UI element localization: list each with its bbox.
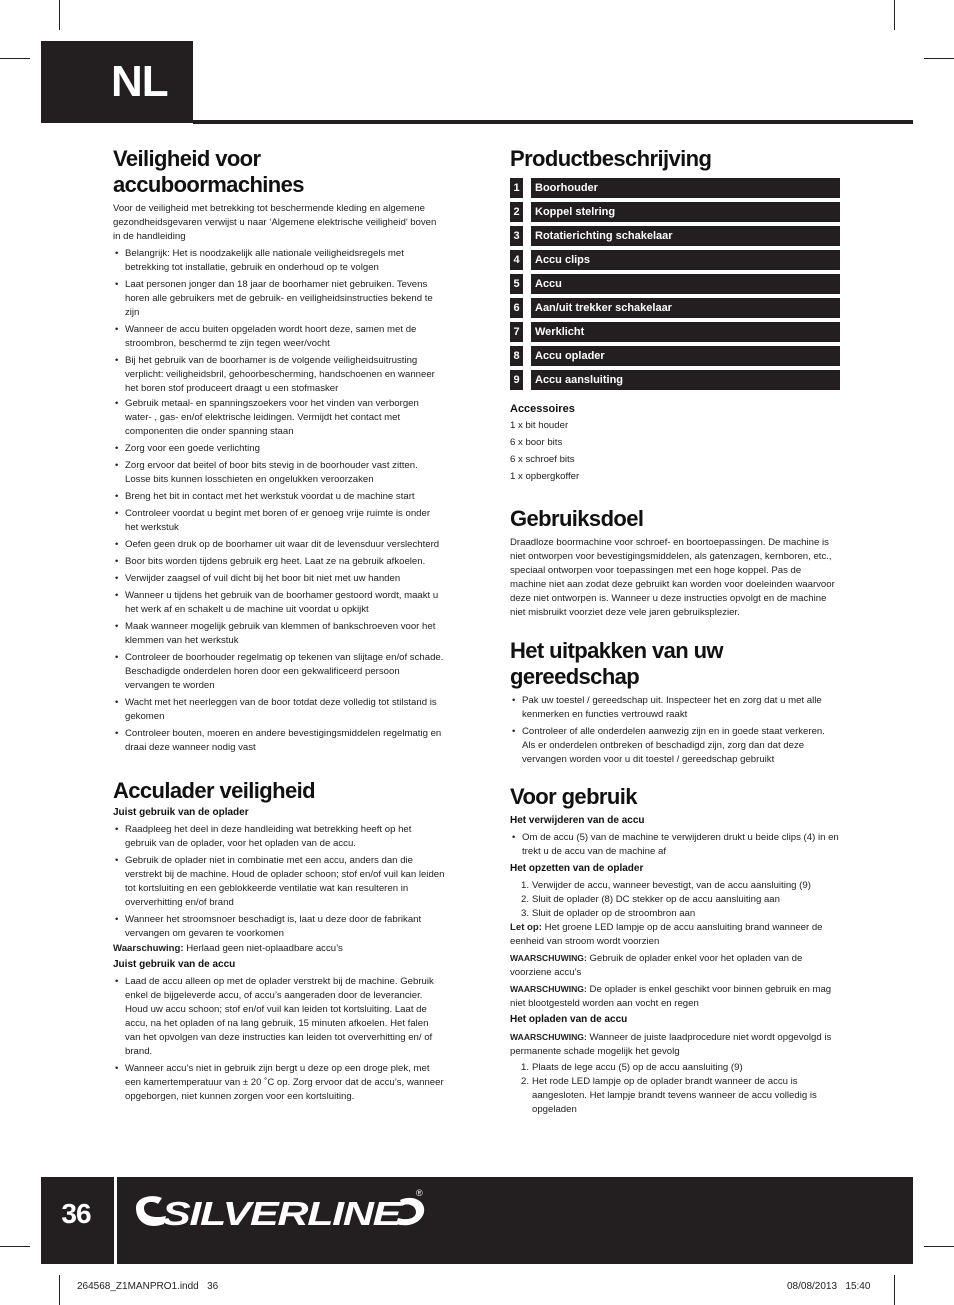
crop-mark [59,0,60,30]
list-item: • Verwijder zaagsel of vuil dicht bij het boor bit niet met uw handen [113,572,445,586]
left-column [113,146,445,1107]
silverline-logo [128,1188,428,1238]
registered-mark: ® [416,1188,423,1198]
language-tab: NL [41,41,193,123]
table-row [510,370,840,390]
table-row [510,178,840,198]
part-label: Koppel stelring [531,202,840,222]
part-number: 8 [510,346,531,366]
accessory-item: 6 x boor bits [510,437,563,448]
table-row [510,202,840,222]
section-title-before-use: Voor gebruik [510,784,637,809]
part-number: 2 [510,202,531,222]
part-number: 9 [510,370,531,390]
footer-divider [114,1177,117,1264]
subheading: Juist gebruik van de oplader [113,807,249,818]
list-item: • Zorg voor een goede verlichting [113,442,445,456]
list-item: • Wanneer accu’s niet in gebruik zijn bergt u deze op een droge plek, met een kamertemperatuur van ± 20 ˚C op. Zorg ervoor dat de accu’s, wanneer opgeborgen, niet kunnen zorgen voor een kortsluiting. [113,1062,445,1104]
list-item: • Zorg ervoor dat beitel of boor bits stevig in de boorhouder vast zitten. Losse bits kunnen losschieten en ongelukken veroorzaken [113,459,445,487]
crop-mark [59,1275,60,1305]
section-title-product: Productbeschrijving [510,146,712,171]
accessories-heading: Accessoires [510,403,575,415]
part-label: Aan/uit trekker schakelaar [531,298,840,318]
section-title-charger: Acculader veiligheid [113,778,315,803]
warning-text: Gebruik de oplader enkel voor het opladen van de voorziene accu’s [510,953,803,978]
part-number: 5 [510,274,531,294]
list-item: • Controleer of alle onderdelen aanwezig zijn en in goede staat verkeren. Als er onderdelen ontbreken of beschadigd zijn, zorg dan dat deze vervangen worden voor u dit toestel / gereedschap gebruikt [510,725,840,767]
table-row [510,322,840,342]
note [510,921,840,949]
crop-mark [894,0,895,30]
warning-label: WAARSCHUWING: [510,984,587,994]
table-row [510,298,840,318]
unpack-list [510,694,840,767]
warning-note [510,1030,840,1059]
crop-mark [924,58,954,59]
list-item: • Breng het bit in contact met het werkstuk voordat u de machine start [113,490,445,504]
note-label: Let op: [510,922,542,933]
warning-label: WAARSCHUWING: [510,953,587,963]
subheading: Het verwijderen van de accu [510,815,645,826]
date-slug: 08/08/2013 15:40 [787,1281,871,1292]
step-item [510,1061,840,1075]
charge-steps [510,1061,840,1117]
list-item: • Maak wanneer mogelijk gebruik van klemmen of bankschroeven voor het klemmen van het werkstuk [113,620,445,648]
list-item: • Controleer voordat u begint met boren of er genoeg vrije ruimte is onder het werkstuk [113,507,445,535]
safety-intro: Voor de veiligheid met betrekking tot beschermende kleding en algemene gezondheidsgevaren verwijst u naar ‘Algemene elektrische veiligheid’ boven in de handleiding [113,203,437,242]
list-item: • Oefen geen druk op de boorhamer uit waar dit de levensduur verslechterd [113,538,445,552]
step-number: 1. [521,1062,530,1073]
charger-list [113,823,445,941]
table-row [510,226,840,246]
part-label: Accu clips [531,250,840,270]
warning-text: De oplader is enkel geschikt voor binnen gebruik en mag niet blootgesteld worden aan vocht en regen [510,984,832,1009]
step-text: Het rode LED lampje op de oplader brandt wanneer de accu is aangesloten. Het lampje brandt tevens wanneer de accu volledig is opgeladen [532,1076,817,1115]
crop-mark [0,1246,30,1247]
list-item: • Controleer de boorhouder regelmatig op tekenen van slijtage en/of schade. Beschadigde onderdelen horen door een gekwalificeerd persoon vervangen te worden [113,651,445,693]
crop-mark [924,1246,954,1247]
header-rule [193,120,913,124]
step-number: 2. [521,1076,530,1087]
step-number: 3. [521,908,530,919]
step-number: 2. [521,894,530,905]
warning-note [510,951,840,980]
table-row [510,274,840,294]
accessory-item: 1 x opbergkoffer [510,471,580,482]
list-item: • Laat personen jonger dan 18 jaar de boorhamer niet gebruiken. Tevens horen alle gebruikers met de gebruik- en veiligheidsinstructies bekend te zijn [113,278,445,320]
note-text: Het groene LED lampje op de accu aansluiting brand wanneer de eenheid van stroom wordt voorzien [510,922,823,947]
warning-label: Waarschuwing: [113,943,184,954]
crop-mark [894,1275,895,1305]
part-label: Accu aansluiting [531,370,840,390]
title-line: gereedschap [510,664,640,689]
list-item: • Gebruik metaal- en spanningszoekers voor het vinden van verborgen water- , gas- en/of elektrische leidingen. Vermijdt het contact met componenten die onder spanning staan [113,397,445,439]
step-text: Plaats de lege accu (5) op de accu aansluiting (9) [532,1062,743,1073]
logo-wordmark: SILVERLINE [162,1195,403,1232]
table-row [510,250,840,270]
step-text: Sluit de oplader op de stroombron aan [532,908,696,919]
part-label: Boorhouder [531,178,840,198]
purpose-text: Draadloze boormachine voor schroef- en boortoepassingen. De machine is niet ontworpen voor bevestigingsmiddelen, als gatenzagen, kernboren, etc., speciaal ontworpen voor toepassingen met een hoge koppel. Pas de machine niet aan zodat deze gebruikt kan worden voor doeleinden waarvoor deze niet ontworpen is. Wanneer u deze instructies opvolgt en de machine niet misbruikt voorziet deze vele jaren gebruiksplezier. [510,537,835,618]
file-slug: 264568_Z1MANPRO1.indd 36 [77,1281,219,1292]
list-item: • Bij het gebruik van de boorhamer is de volgende veiligheidsuitrusting verplicht: veiligheidsbril, gehoorbescherming, handschoenen en wanneer het boren stof produceert draagt u een stofmasker [113,354,445,396]
remove-battery-list [510,831,840,859]
crop-mark [0,58,30,59]
part-label: Werklicht [531,322,840,342]
product-table [510,174,840,394]
list-item: • Wanneer het stroomsnoer beschadigt is, laat u deze door de fabrikant vervangen om gevaren te voorkomen [113,913,445,941]
logo-swoosh-right [396,1198,424,1225]
accessory-item: 6 x schroef bits [510,454,575,465]
section-title-unpack [510,638,840,690]
part-label: Rotatierichting schakelaar [531,226,840,246]
list-item: • Raadpleeg het deel in deze handleiding wat betrekking heeft op het gebruik van de oplader, voor het opladen van de accu. [113,823,445,851]
step-number: 1. [521,880,530,891]
part-number: 1 [510,178,531,198]
list-item: • Laad de accu alleen op met de oplader verstrekt bij de machine. Gebruik enkel de bijgeleverde accu, of accu’s aangeraden door de leverancier. Houd uw accu schoon; stof en/of vuil kan leiden tot kortsluiting. Laat de accu, na het opladen of na lang gebruik, 15 minuten afkoelen. Het falen van het opvolgen van deze instructies kan leiden tot oververhitting en/ of brand. [113,975,445,1059]
warning-note [113,942,445,956]
step-item [510,1075,840,1117]
list-item: • Wacht met het neerleggen van de boor totdat deze volledig tot stilstand is gekomen [113,696,445,724]
battery-list [113,975,445,1104]
part-number: 4 [510,250,531,270]
warning-note [510,982,840,1011]
part-label: Accu [531,274,840,294]
setup-steps [510,879,840,921]
list-item: • Om de accu (5) van de machine te verwijderen drukt u beide clips (4) in en trekt u de accu van de machine af [510,831,840,859]
list-item: • Wanneer u tijdens het gebruik van de boorhamer gestoord wordt, maakt u het werk af en schakelt u de machine uit voordat u opkijkt [113,589,445,617]
warning-text: Wanneer de juiste laadprocedure niet wordt opgevolgd is permanente schade mogelijk het gevolg [510,1032,832,1057]
part-label: Accu oplader [531,346,840,366]
page-number: 36 [61,1198,91,1229]
section-title-safety: Veiligheid voor accuboormachines [113,146,304,197]
title-line: Het uitpakken van uw [510,638,723,663]
part-number: 6 [510,298,531,318]
accessory-item: 1 x bit houder [510,420,569,431]
step-item [510,907,840,921]
table-row [510,346,840,366]
part-number: 3 [510,226,531,246]
list-item: • Pak uw toestel / gereedschap uit. Inspecteer het en zorg dat u met alle kenmerken en functies vertrouwd raakt [510,694,840,722]
safety-list [113,247,445,755]
list-item: • Belangrijk: Het is noodzakelijk alle nationale veiligheidsregels met betrekking tot installatie, gebruik en onderhoud op te volgen [113,247,445,275]
list-item: • Gebruik de oplader niet in combinatie met een accu, anders dan die verstrekt bij de machine. Houd de oplader schoon; stof en/of vuil kan leiden tot kortsluiting en een geblokkeerde ventilatie wat kan resulteren in oververhitting en/of brand [113,854,445,910]
step-item [510,879,840,893]
list-item: • Wanneer de accu buiten opgeladen wordt hoort deze, samen met de stroombron, beschermd te zijn tegen weer/vocht [113,323,445,351]
right-column [510,146,840,1117]
subheading: Juist gebruik van de accu [113,959,236,970]
section-title-purpose: Gebruiksdoel [510,506,644,531]
step-text: Verwijder de accu, wanneer bevestigt, van de accu aansluiting (9) [532,880,811,891]
list-item: • Controleer bouten, moeren en andere bevestigingsmiddelen regelmatig en draai deze wanneer nodig vast [113,727,445,755]
warning-label: WAARSCHUWING: [510,1032,587,1042]
warning-text: Herlaad geen niet-oplaadbare accu’s [183,943,343,954]
subheading: Het opzetten van de oplader [510,863,644,874]
step-text: Sluit de oplader (8) DC stekker op de accu aansluiting aan [532,894,780,905]
step-item [510,893,840,907]
part-number: 7 [510,322,531,342]
list-item: • Boor bits worden tijdens gebruik erg heet. Laat ze na gebruik afkoelen. [113,555,445,569]
subheading: Het opladen van de accu [510,1014,628,1025]
